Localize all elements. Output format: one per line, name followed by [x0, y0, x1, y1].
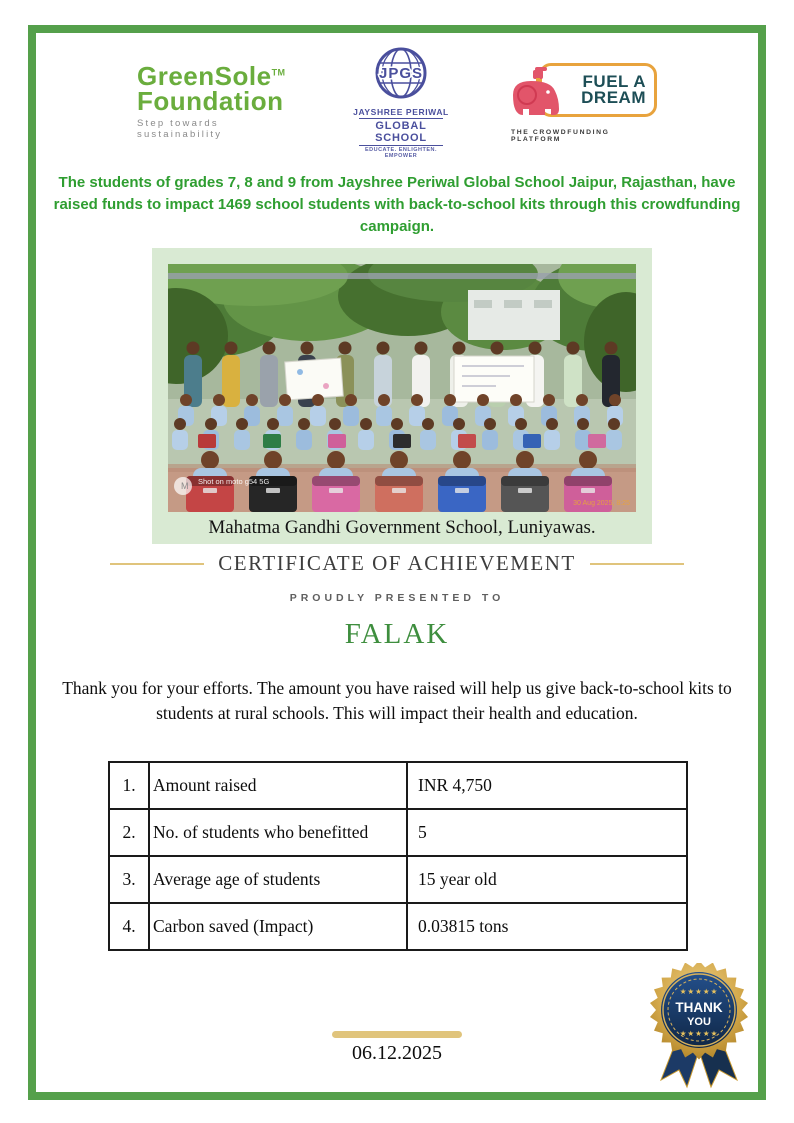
thank-you-badge: [646, 963, 752, 1091]
svg-text:JPGS: JPGS: [378, 64, 424, 82]
row-number: 4.: [109, 903, 149, 950]
badge-stars-bottom: ★★★★★: [679, 1029, 719, 1038]
row-value: 5: [407, 809, 687, 856]
row-number: 3.: [109, 856, 149, 903]
fuel-a-dream-wordmark: FUEL A DREAM: [539, 63, 657, 117]
row-value: INR 4,750: [407, 762, 687, 809]
stats-table: [108, 761, 688, 951]
jpgs-school-name-2: GLOBAL SCHOOL: [359, 118, 443, 146]
row-label: Carbon saved (Impact): [149, 903, 407, 950]
certificate-date: 06.12.2025: [352, 1042, 442, 1064]
row-value: 15 year old: [407, 856, 687, 903]
row-value: 0.03815 tons: [407, 903, 687, 950]
gold-line-left: [110, 563, 204, 565]
row-label: No. of students who benefitted: [149, 809, 407, 856]
recipient-name: FALAK: [344, 618, 450, 650]
badge-text-you: YOU: [687, 1016, 711, 1028]
table-row: [109, 762, 687, 809]
school-group-photo: [168, 264, 636, 512]
table-row: [109, 809, 687, 856]
table-row: [109, 856, 687, 903]
jpgs-school-name-1: JAYSHREE PERIWAL: [353, 106, 449, 117]
greensole-tagline: Step towards sustainability: [137, 117, 223, 140]
row-number: 2.: [109, 809, 149, 856]
elephant-fuel-pump-icon: [505, 65, 571, 129]
fuel-a-dream-logo: [505, 59, 657, 145]
table-row: [109, 903, 687, 950]
photo-caption: Mahatma Gandhi Government School, Luniyawas.: [208, 517, 596, 538]
greensole-name2: Foundation: [137, 86, 284, 116]
badge-text-thank: THANK: [675, 1000, 723, 1015]
fuel-a-dream-tagline: THE CROWDFUNDING PLATFORM: [511, 129, 610, 143]
logos-row: [0, 50, 794, 159]
row-label: Amount raised: [149, 762, 407, 809]
greensole-name: GreenSole™: [137, 61, 286, 92]
row-label: Average age of students: [149, 856, 407, 903]
certificate-title: CERTIFICATE OF ACHIEVEMENT: [218, 551, 576, 575]
date-divider: [332, 1031, 462, 1038]
jpgs-globe-icon: [374, 46, 428, 100]
photo-frame: [152, 248, 652, 544]
jpgs-motto: EDUCATE. ENLIGHTEN. EMPOWER: [364, 146, 438, 159]
presented-label: PROUDLY PRESENTED TO: [289, 592, 505, 604]
certificate-title-row: [110, 551, 684, 576]
row-number: 1.: [109, 762, 149, 809]
jpgs-logo: [353, 46, 449, 159]
photo-timestamp: 30 Aug 2025, 8:25: [573, 500, 630, 507]
photo-watermark: Shot on moto g54 5G: [198, 477, 270, 486]
gold-line-right: [590, 563, 684, 565]
greensole-foundation-logo: [137, 61, 297, 140]
thank-you-message: Thank you for your efforts. The amount you have raised will help us give back-to-school kits to students at rural schools. This will impact their health and education.: [62, 678, 732, 723]
badge-stars-top: ★★★★★: [679, 987, 719, 996]
campaign-intro-text: The students of grades 7, 8 and 9 from Jayshree Periwal Global School Jaipur, Rajasthan, have raised funds to impact 1469 school students with back-to-school kits through this crowdfunding campaign.: [53, 174, 741, 235]
svg-text:M: M: [181, 481, 189, 491]
